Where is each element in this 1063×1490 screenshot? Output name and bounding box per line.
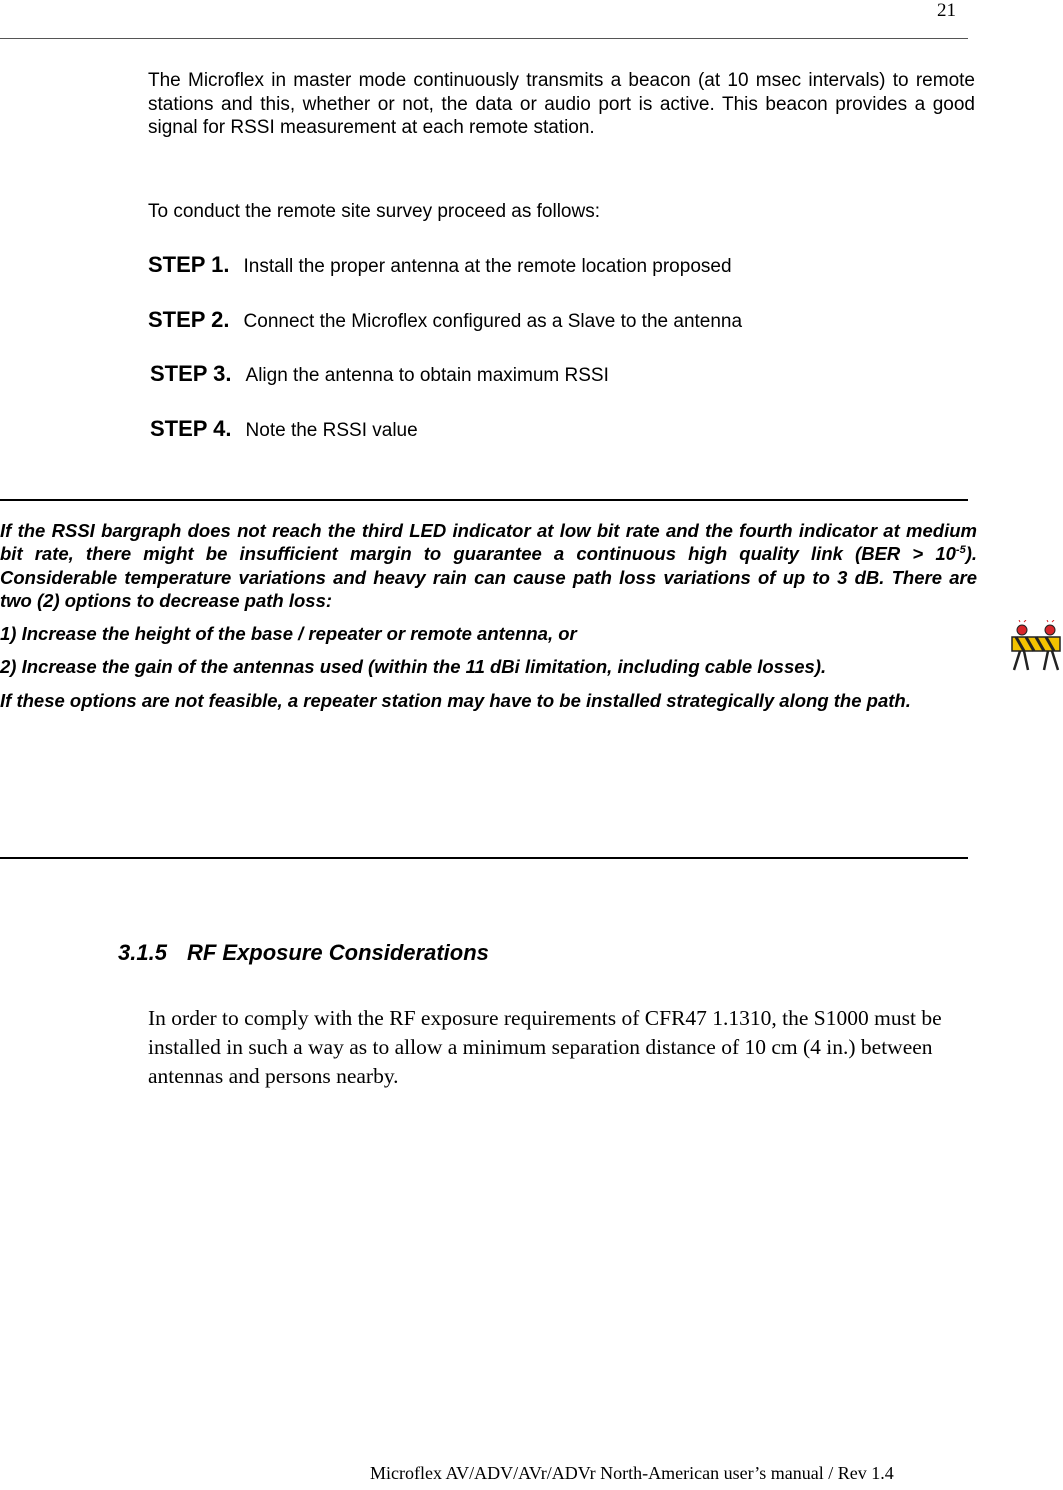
note-text-start: If the RSSI bargraph does not reach the third LED indicator at low bit rate and the fourth indicator at medium bit rate, there might be insufficient margin to guarantee a continuous high quality link (BER > 10	[0, 520, 977, 565]
note-paragraph	[0, 519, 977, 612]
step-2-text: Connect the Microflex configured as a Slave to the antenna	[243, 311, 743, 332]
note-top-rule	[0, 499, 968, 501]
step-2-label: STEP 2.	[148, 307, 230, 332]
barrier-lamp-left	[1017, 620, 1027, 635]
step-4-text: Note the RSSI value	[245, 420, 418, 441]
section-heading	[118, 940, 489, 966]
header-rule	[0, 38, 968, 39]
note-option-2: 2) Increase the gain of the antennas used (within the 11 dBi limitation, including cable losses).	[0, 656, 827, 678]
step-4-label: STEP 4.	[150, 416, 232, 441]
warning-note	[0, 519, 977, 712]
step-1-label: STEP 1.	[148, 252, 230, 277]
page-footer: Microflex AV/ADV/AVr/ADVr North-American user’s manual / Rev 1.4	[370, 1463, 894, 1483]
note-bottom-rule	[0, 857, 968, 859]
rf-exposure-paragraph: In order to comply with the RF exposure requirements of CFR47 1.1310, the S1000 must be installed in such a way as to allow a minimum separation distance of 10 cm (4 in.) between antennas and persons nearby.	[148, 1006, 942, 1088]
step-2	[148, 307, 742, 333]
step-1	[148, 252, 732, 278]
note-text-end: ). Considerable temperature variations and heavy rain can cause path loss variations of up to 3 dB. There are two (2) options to decrease path loss:	[0, 543, 977, 611]
barrier-lamp-right	[1045, 620, 1055, 635]
note-closing: If these options are not feasible, a repeater station may have to be installed strategically along the path.	[0, 689, 911, 711]
intro-paragraph: The Microflex in master mode continuously transmits a beacon (at 10 msec intervals) to remote stations and this, whether or not, the data or audio port is active. This beacon provides a good signal for RSSI measurement at each remote station.	[148, 70, 975, 138]
step-3-text: Align the antenna to obtain maximum RSSI	[245, 365, 609, 386]
step-4	[150, 416, 418, 442]
note-option-1: 1) Increase the height of the base / repeater or remote antenna, or	[0, 623, 577, 645]
step-3-label: STEP 3.	[150, 361, 232, 386]
section-title: RF Exposure Considerations	[186, 940, 489, 965]
survey-lead-text: To conduct the remote site survey proceed as follows:	[148, 201, 601, 222]
page-number: 21	[937, 0, 956, 21]
section-number: 3.1.5	[118, 940, 167, 965]
road-barrier-warning-icon	[1010, 620, 1062, 672]
note-exponent: -5	[955, 544, 966, 557]
step-1-text: Install the proper antenna at the remote location proposed	[243, 256, 732, 277]
step-3	[150, 361, 609, 387]
